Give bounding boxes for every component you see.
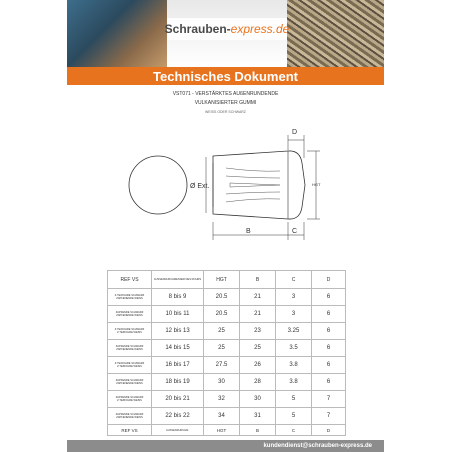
cap-side-profile xyxy=(213,151,305,219)
brand-name-accent: express.de xyxy=(230,22,290,36)
table-row: ZAPFENDE SCHWARZ ZAPFENENDE WEISS 18 bis 19 30 28 3.8 6 xyxy=(108,374,346,391)
brand-name-main: Schrauben- xyxy=(164,22,231,36)
table-row: ZAPFENDE SCHWARZ ZAPFENENDE WEISS 22 bis 22 34 31 5 7 xyxy=(108,408,346,425)
contact-footer xyxy=(67,440,384,452)
header-c: C xyxy=(276,271,312,289)
end-view-circle xyxy=(129,156,187,214)
label-b: B xyxy=(246,228,251,235)
contact-email[interactable]: kundendienst@schrauben-express.de xyxy=(263,443,372,449)
table-row: ZAPFENDE SCHWARZ Z.TE/ROHRE WEISS 20 bis 21 32 30 5 7 xyxy=(108,391,346,408)
spec-table xyxy=(107,270,346,436)
document-title: Technisches Dokument xyxy=(67,67,384,85)
table-footer-row: REF VS AUSSENDURCHM. HGT B C D xyxy=(108,425,346,436)
table-row: Z.TE/ROHRE SCHWARZ Z.TE/ROHRE WEISS 16 bis 17 27.5 26 3.8 6 xyxy=(108,357,346,374)
product-line-3: WEISS ODER SCHWARZ xyxy=(205,110,246,114)
header-outer-diameter: AUSSENDURCHMESSER DES ROHRS xyxy=(152,271,204,289)
product-line-1: VST071 - VERSTÄRKTES AUßENRUNDENDE xyxy=(172,91,279,97)
label-ext: Ø Ext. xyxy=(190,183,210,190)
header-hgt: HGT xyxy=(204,271,240,289)
header-d: D xyxy=(312,271,346,289)
table-header-row xyxy=(108,271,346,289)
table-row: ZAPFENDE SCHWARZ ZAPFENENDE WEISS 14 bis 15 25 25 3.5 6 xyxy=(108,340,346,357)
header-b: B xyxy=(240,271,276,289)
header-ref: REF VS xyxy=(108,271,152,289)
label-d: D xyxy=(292,129,298,136)
dimension-lines xyxy=(206,135,320,240)
table-row: Z.TE/ROHRE SCHWARZ ZAPFENENDE WEISS 8 bis 9 20.5 21 3 6 xyxy=(108,289,346,306)
product-line-2: VULKANISIERTER GUMMI xyxy=(194,100,257,106)
table-row: ZAPFENDE SCHWARZ ZAPFENENDE WEISS 10 bis 11 20.5 21 3 6 xyxy=(108,306,346,323)
label-c: C xyxy=(292,228,298,235)
table-row: Z.TE/ROHRE SCHWARZ Z.TE/ROHRE WEISS 12 bis 13 25 23 3.25 6 xyxy=(108,323,346,340)
label-hgt: HGT xyxy=(312,182,321,187)
